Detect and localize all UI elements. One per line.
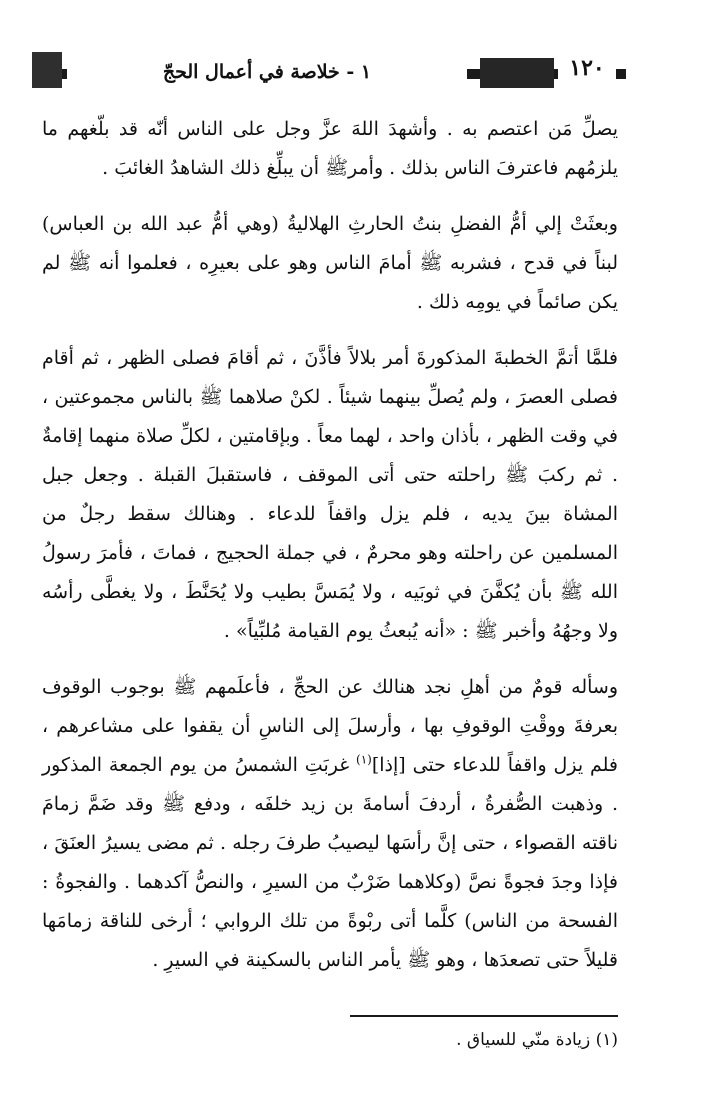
footnote-reference[interactable]: (١) [356,752,372,767]
paragraph-3: فلمَّا أتمَّ الخطبةَ المذكورةَ أمر بلالاً فأذَّنَ ، ثم أقامَ فصلى الظهر ، ثم أقام فصلى العصرَ ، ولم يُصلِّ بينهما شيئاً . لكنْ صلاهما ﷺ بالناس مجموعتين ، في وقت الظهر ، بأذان واحد ، لهما معاً . وبإقامتين ، لكلِّ صلاة منهما إقامةٌ . ثم ركبَ ﷺ راحلته حتى أتى الموقف ، فاستقبلَ القبلة . وجعل جبل المشاة بينَ يديه ، فلم يزل واقفاً للدعاء . وهنالك سقط رجلٌ من المسلمين عن راحلته وهو محرمٌ ، في جملة الحجيج ، فماتَ ، فأمرَ رسولُ الله ﷺ بأن يُكفَّنَ في ثوبَيه ، ولا يُمَسَّ بطيب ولا يُحَنَّطَ ، ولا يغطَّى رأسُه ولا وجهُهُ وأخبر ﷺ : «أنه يُبعثُ يوم القيامة مُلبِّياً» . [42,347,618,642]
chapter-title: ١ - خلاصة في أعمال الحجّ [67,56,467,88]
paragraph-4 [42,668,618,980]
paragraph-4-part-1: وسأله قومٌ من أهلِ نجد هنالك عن الحجِّ ، فأعلَمهم ﷺ بوجوب الوقوف بعرفةَ ووقْتِ الوقوفِ بها ، وأرسلَ إلى الناسِ أن يقفوا على مشاعرهم ، فلم يزل واقفاً للدعاء حتى [إذا] [42,676,618,776]
header-ornament-left [480,58,554,88]
running-header [32,44,626,90]
footnote-separator [350,1015,618,1017]
header-ornament-right [32,52,62,88]
paragraph-2: وبعثَتْ إلي أمُّ الفضلِ بنتُ الحارثِ الهلاليةُ (وهي أمُّ عبد الله بن العباس) لبناً في قدح ، فشربه ﷺ أمامَ الناس وهو على بعيرِه ، فعلموا أنه ﷺ لم يكن صائماً في يومِه ذلك . [42,213,618,313]
body-text [42,110,618,997]
paragraph-4-part-2: غربَتِ الشمسُ من يوم الجمعة المذكور . وذهبت الصُّفرةُ ، أردفَ أسامةَ بن زيد خلفَه ، ودفع ﷺ وقد ضَمَّ زمامَ ناقته القصواء ، حتى إنَّ رأسَها ليصيبُ طرفَ رجله . ثم مضى يسيرُ العنَقَ ، فإذا وجدَ فجوةً نصَّ (وكلاهما ضَرْبٌ من السيرِ ، والنصُّ آكدهما . والفجوةُ : الفسحة من الناس) كلَّما أتى ربْوةً من تلك الروابي ؛ أرخى للناقة زمامَها قليلاً حتى تصعدَها ، وهو ﷺ يأمر الناس بالسكينة في السيرِ . [42,754,618,971]
page-number: ١٢٠ [558,50,616,86]
paragraph-1: يصلِّ مَن اعتصم به . وأشهدَ اللهَ عزَّ وجل على الناس أنّه قد بلّغهم ما يلزمُهم فاعترفَ الناس بذلك . وأمرﷺ أن يبلِّغ ذلك الشاهدُ الغائبَ . [42,118,618,179]
footnote: (١) زيادة منّي للسياق . [456,1030,618,1050]
